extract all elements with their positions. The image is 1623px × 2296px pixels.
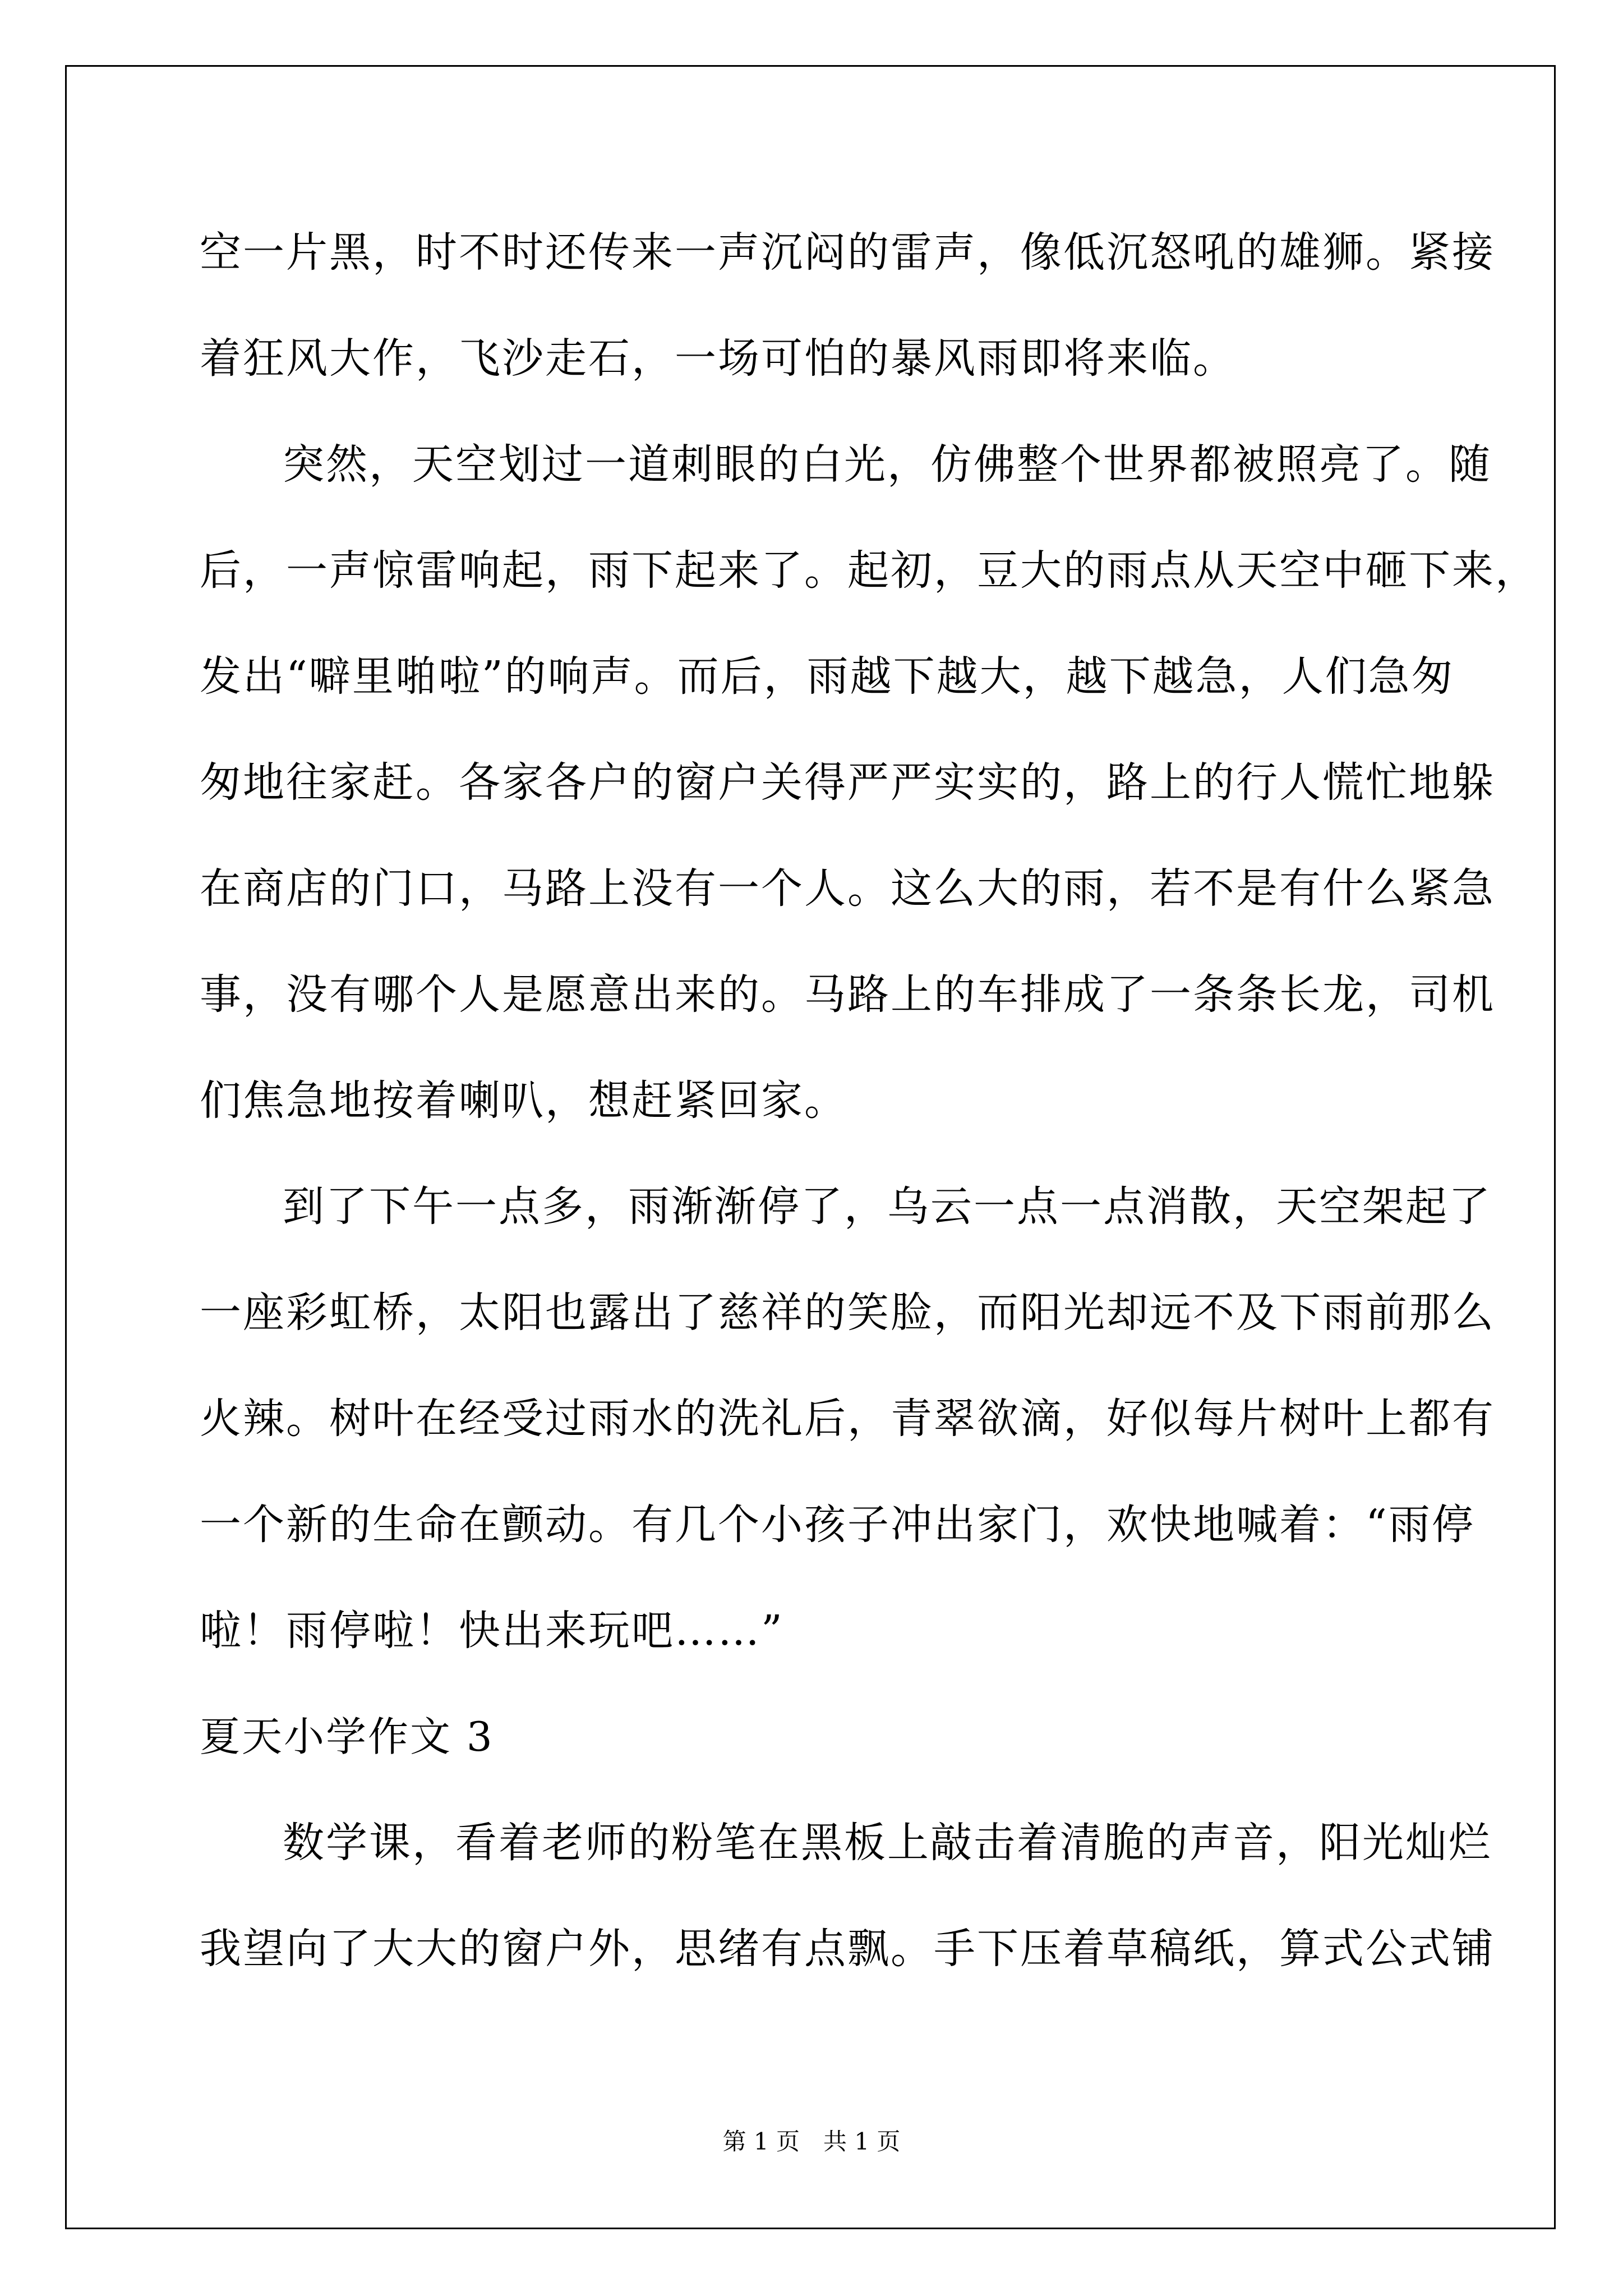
text-line: 一个新的生命在颤动。有几个小孩子冲出家门，欢快地喊着：“雨停 <box>200 1501 1475 1549</box>
page-number-label: 第 1 页 共 1 页 <box>722 2128 901 2155</box>
text-line: 火辣。树叶在经受过雨水的洗礼后，青翠欲滴，好似每片树叶上都有 <box>200 1395 1495 1443</box>
text-line: 到了下午一点多，雨渐渐停了，乌云一点一点消散，天空架起了 <box>283 1182 1492 1231</box>
text-line: 事，没有哪个人是愿意出来的。马路上的车排成了一条条长龙，司机 <box>200 970 1495 1019</box>
text-line: 发出“噼里啪啦”的响声。而后，雨越下越大，越下越急，人们急匆 <box>200 652 1455 701</box>
section-heading: 夏天小学作文 3 <box>200 1713 494 1760</box>
text-line: 突然，天空划过一道刺眼的白光，仿佛整个世界都被照亮了。随 <box>283 440 1492 489</box>
text-line: 匆地往家赶。各家各户的窗户关得严严实实的，路上的行人慌忙地躲 <box>200 758 1495 807</box>
text-line: 一座彩虹桥，太阳也露出了慈祥的笑脸，而阳光却远不及下雨前那么 <box>200 1289 1495 1337</box>
text-line: 在商店的门口，马路上没有一个人。这么大的雨，若不是有什么紧急 <box>200 864 1495 913</box>
document-body <box>200 200 1538 2002</box>
page-footer <box>0 2125 1623 2159</box>
text-line: 我望向了大大的窗户外，思绪有点飘。手下压着草稿纸，算式公式铺 <box>200 1925 1495 1973</box>
text-line: 数学课，看着老师的粉笔在黑板上敲击着清脆的声音，阳光灿烂 <box>283 1819 1492 1867</box>
text-line: 空一片黑，时不时还传来一声沉闷的雷声，像低沉怒吼的雄狮。紧接 <box>200 228 1495 277</box>
text-line: 后，一声惊雷响起，雨下起来了。起初，豆大的雨点从天空中砸下来， <box>200 546 1538 595</box>
text-line: 着狂风大作，飞沙走石，一场可怕的暴风雨即将来临。 <box>200 334 1236 383</box>
text-line: 们焦急地按着喇叭，想赶紧回家。 <box>200 1076 847 1125</box>
text-line: 啦！雨停啦！快出来玩吧……” <box>200 1607 784 1655</box>
